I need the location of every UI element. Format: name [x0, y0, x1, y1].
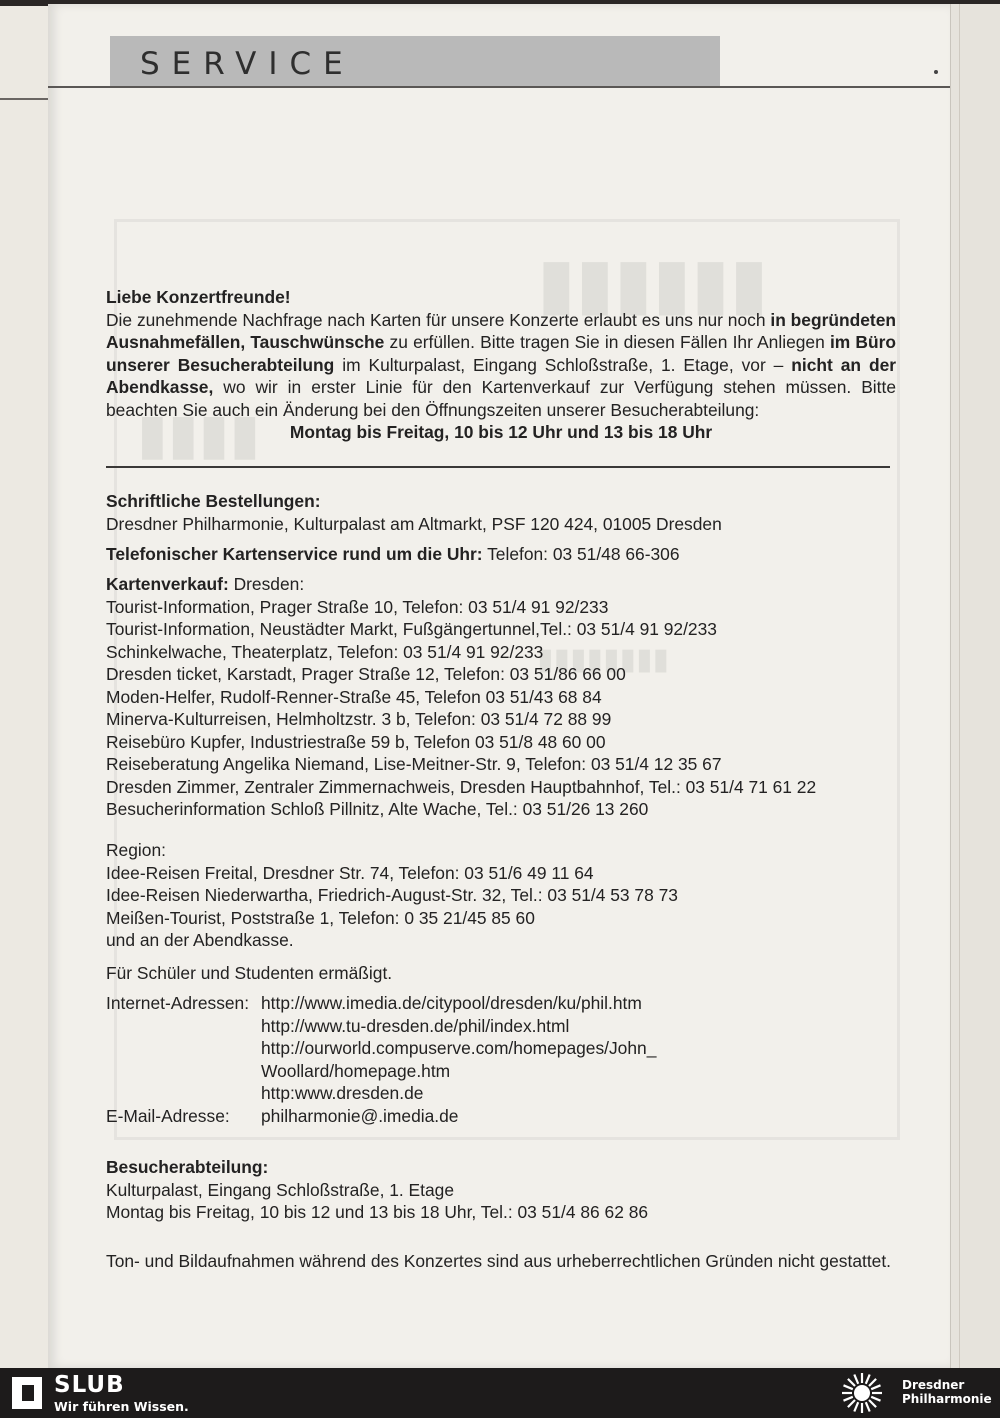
recording-notice: Ton- und Bildaufnahmen während des Konzertes sind aus urheberrechtlichen Gründen nicht gestattet.	[106, 1251, 891, 1271]
viewer-footer	[0, 1368, 1000, 1418]
header-rule	[48, 86, 950, 88]
intro-block	[106, 286, 896, 444]
orders-address: Dresdner Philharmonie, Kulturpalast am Altmarkt, PSF 120 424, 01005 Dresden	[106, 513, 722, 534]
section-header-bar	[110, 36, 720, 88]
region-label: Region:	[106, 840, 166, 860]
slub-name: SLUB	[54, 1372, 125, 1398]
slub-tagline: Wir führen Wissen.	[54, 1399, 189, 1414]
visitor-block	[106, 1156, 896, 1224]
sales-block	[106, 573, 896, 821]
phone-number: Telefon: 03 51/48 66-306	[482, 544, 680, 564]
list-item: Dresden Zimmer, Zentraler Zimmernachweis, Dresden Hauptbahnhof, Tel.: 03 51/4 71 61 22	[106, 776, 817, 797]
email-link[interactable]: philharmonie@.imedia.de	[261, 1105, 459, 1126]
intro-paragraph: Die zunehmende Nachfrage nach Karten für unsere Konzerte erlaubt es uns nur noch in begründeten Ausnahmefällen, Tauschwünsche zu erfüllen. Bitte tragen Sie in diesen Fällen Ihr Anliegen im Büro unserer Besucherabteilung im Kulturpalast, Eingang Schloßstraße, 1. Etage, vor – nicht an der Abendkasse, wo wir in erster Linie für den Kartenverkauf zur Verfügung stehen müssen. Bitte beachten Sie auch ein Änderung bei den Öffnungszeiten unserer Besucherabteilung:	[106, 309, 897, 420]
list-item: Minerva-Kulturreisen, Helmholtzstr. 3 b, Telefon: 03 51/4 72 88 99	[106, 709, 612, 729]
region-block	[106, 839, 896, 952]
list-item: Dresden ticket, Karstadt, Prager Straße 12, Telefon: 03 51/86 66 00	[106, 664, 626, 684]
list-item: Moden-Helfer, Rudolf-Renner-Straße 45, Telefon 03 51/43 68 84	[106, 686, 602, 707]
slub-logo-icon	[12, 1377, 42, 1409]
orders-block	[106, 490, 896, 535]
url-link[interactable]: http://ourworld.compuserve.com/homepages/John_	[261, 1038, 657, 1058]
sales-heading: Kartenverkauf:	[106, 574, 229, 594]
partner-name: Dresdner Philharmonie	[902, 1378, 992, 1406]
url-link[interactable]: http://www.tu-dresden.de/phil/index.html	[261, 1015, 570, 1036]
document-page	[48, 4, 950, 1368]
list-item: Idee-Reisen Niederwartha, Friedrich-August-Str. 32, Tel.: 03 51/4 53 78 73	[106, 885, 678, 905]
visitor-hours: Montag bis Freitag, 10 bis 12 und 13 bis 18 Uhr, Tel.: 03 51/4 86 62 86	[106, 1202, 649, 1222]
list-item: Besucherinformation Schloß Pillnitz, Alte Wache, Tel.: 03 51/26 13 260	[106, 799, 649, 819]
url-link[interactable]: http://www.imedia.de/citypool/dresden/ku/phil.htm	[261, 993, 642, 1013]
list-item: Schinkelwache, Theaterplatz, Telefon: 03 51/4 91 92/233	[106, 641, 544, 662]
office-hours: Montag bis Freitag, 10 bis 12 Uhr und 13 bis 18 Uhr	[289, 422, 713, 442]
list-item: Reiseberatung Angelika Niemand, Lise-Meitner-Str. 9, Telefon: 03 51/4 12 35 67	[106, 754, 722, 774]
internet-block	[106, 992, 896, 1127]
list-item: Tourist-Information, Prager Straße 10, Telefon: 03 51/4 91 92/233	[106, 596, 609, 617]
left-page-edge	[0, 6, 48, 1368]
visitor-heading: Besucherabteilung:	[106, 1157, 269, 1177]
sunburst-logo-icon	[840, 1371, 884, 1415]
show-through-advertisement: ▮▮▮▮▮▮ ▮▮▮▮ ▮▮▮▮▮▮▮▮	[114, 219, 900, 1140]
url-link[interactable]: http:www.dresden.de	[261, 1083, 424, 1103]
internet-label: Internet-Adressen:	[106, 993, 250, 1013]
right-page-edges	[950, 4, 1000, 1368]
phone-heading: Telefonischer Kartenservice rund um die Uhr:	[106, 544, 483, 564]
list-item: Reisebüro Kupfer, Industriestraße 59 b, Telefon 03 51/8 48 60 00	[106, 731, 606, 752]
url-link-continued[interactable]: Woollard/homepage.htm	[261, 1060, 451, 1081]
sales-city: Dresden:	[228, 574, 305, 594]
list-item: und an der Abendkasse.	[106, 930, 294, 950]
discount-note: Für Schüler und Studenten ermäßigt.	[106, 963, 393, 983]
phone-block	[106, 543, 896, 566]
page-mark	[934, 70, 938, 74]
orders-heading: Schriftliche Bestellungen:	[106, 491, 321, 511]
visitor-address: Kulturpalast, Eingang Schloßstraße, 1. Etage	[106, 1179, 455, 1200]
greeting: Liebe Konzertfreunde!	[106, 287, 291, 307]
list-item: Meißen-Tourist, Poststraße 1, Telefon: 0 35 21/45 85 60	[106, 907, 535, 928]
section-divider	[106, 466, 890, 468]
list-item: Idee-Reisen Freital, Dresdner Str. 74, Telefon: 03 51/6 49 11 64	[106, 862, 594, 883]
list-item: Tourist-Information, Neustädter Markt, Fußgängertunnel,Tel.: 03 51/4 91 92/233	[106, 619, 717, 639]
email-label: E-Mail-Adresse:	[106, 1105, 230, 1126]
section-title: SERVICE	[140, 46, 355, 82]
